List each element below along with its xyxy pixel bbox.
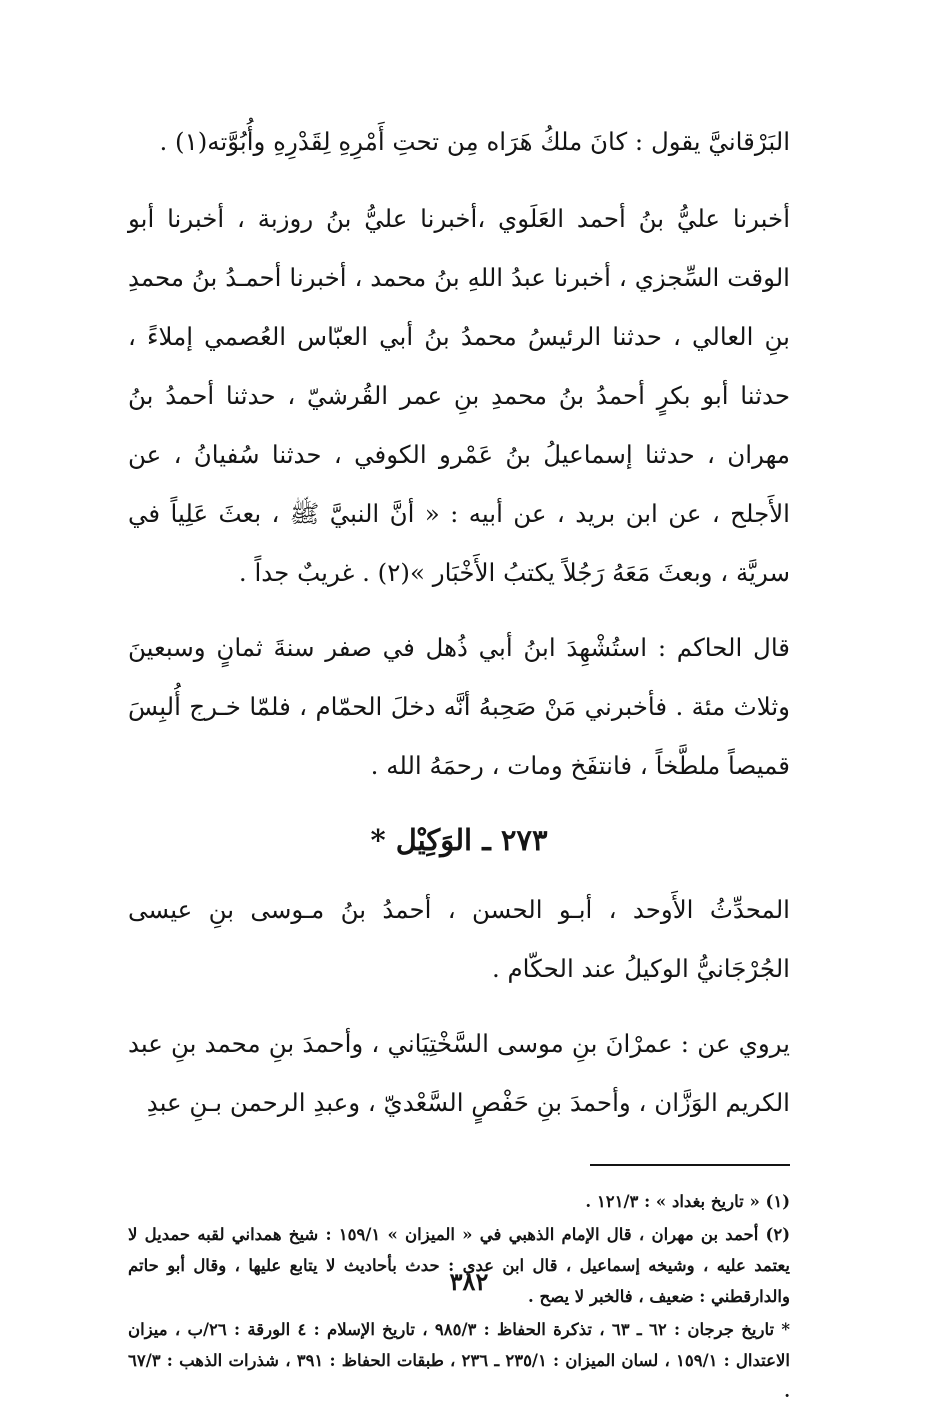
entry-heading: ٢٧٣ ـ الوَكِيْل *	[370, 823, 548, 857]
paragraph-isnad: أخبرنا عليُّ بنُ أحمد العَلَوي ،أخبرنا عليُّ بنُ روزبة ، أخبرنا أبو الوقت السِّجزي ، أخبرنا عبدُ اللهِ بنُ محمد ، أخبرنا أحمـدُ بنُ محمدِ بنِ العالي ، حدثنا الرئيسُ محمدُ بنُ أبي العبّاس العُصمي إملاءً ، حدثنا أبو بكرٍ أحمدُ بنُ محمدِ بنِ عمر القُرشيّ ، حدثنا أحمدُ بنُ مهران ، حدثنا إسماعيلُ بنُ عَمْرو الكوفي ، حدثنا سُفيانُ ، عن الأَجلح ، عن ابن بريد ، عن أبيه : « أنَّ النبيَّ ﷺ ، بعثَ عَلِياً في سريَّة ، وبعثَ مَعَهُ رَجُلاً يكتبُ الأَخْبَار »(٢) . غريبٌ جداً .	[128, 204, 790, 587]
paragraph-opening: البَرْقانيَّ يقول : كانَ ملكُ هَرَاه مِن تحتِ أَمْرِهِ لِقَدْرِهِ وأُبُوَّته(١) .	[159, 127, 790, 156]
footnote-divider	[590, 1164, 790, 1166]
footnote-2: (٢) أحمد بن مهران ، قال الإمام الذهبي في « الميزان » ١٥٩/١ : شيخ همداني لقبه حمديل لا يعتمد عليه ، وشيخه إسماعيل ، قال ابن عدي : حدث بأحاديث لا يتابع عليها ، وقال أبو حاتم والدارقطني : ضعيف ، فالخبر لا يصح .	[128, 1225, 790, 1306]
footnote-1: (١) « تاريخ بغداد » : ١٢١/٣ .	[585, 1192, 790, 1211]
page-content	[128, 112, 790, 1409]
paragraph-hakim: قال الحاكم : استُشْهِدَ ابنُ أبي ذُهل في صفر سنةَ ثمانٍ وسبعينَ وثلاث مئة . فأخبرني مَنْ صَحِبهُ أنَّه دخلَ الحمّام ، فلمّا خـرج أُلبِسَ قميصاً ملطَّخاً ، فانتفَخ ومات ، رحمَهُ الله .	[128, 633, 790, 780]
paragraph-biography: المحدِّثُ الأَوحد ، أبـو الحسن ، أحمدُ بنُ مـوسى بنِ عيسى الجُرْجَانيُّ الوكيلُ عند الحكّام .	[128, 895, 790, 983]
footnote-sources: * تاريخ جرجان : ٦٢ ـ ٦٣ ، تذكرة الحفاظ : ٩٨٥/٣ ، تاريخ الإسلام : ٤ الورقة : ٢٦/ب ، ميزان الاعتدال : ١٥٩/١ ، لسان الميزان : ٢٣٥/١ ـ ٢٣٦ ، طبقات الحفاظ : ٣٩١ ، شذرات الذهب : ٦٧/٣ .	[128, 1320, 790, 1401]
page-number: ٣٨٢	[449, 1267, 489, 1296]
paragraph-narrates-from: يروي عن : عمرْانَ بنِ موسى السَّخْتِيَاني ، وأحمدَ بنِ محمد بنِ عبد الكريم الوَزَّان ، وأحمدَ بنِ حَفْصٍ السَّعْديّ ، وعبدِ الرحمن بـنِ عبدِ	[128, 1029, 790, 1117]
